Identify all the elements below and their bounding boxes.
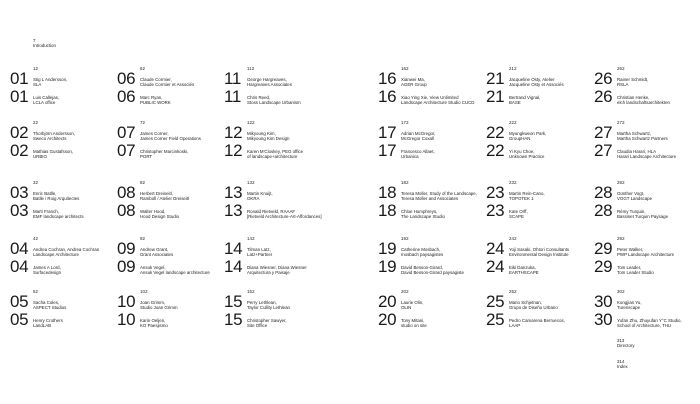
- contributor-text: [509, 247, 569, 257]
- chapter-page-number: 92: [140, 236, 146, 241]
- contributor-name: George Hargreaves,: [247, 77, 287, 82]
- chapter-number: 18: [378, 201, 397, 220]
- contributor-practice: Hood Design Studio: [140, 214, 180, 220]
- contributor-name: Stig L Andersson,: [33, 77, 68, 82]
- chapter-number: 25: [486, 292, 505, 311]
- chapter-page-number: 232: [509, 180, 517, 185]
- contributor-name: Yufan Zhu, Zhuyufan Y°C Studio,: [617, 318, 682, 323]
- contributor-name: Claudia Harari, HLA: [617, 149, 657, 154]
- contributor-text: [401, 131, 435, 141]
- chapter-page-number: 122: [247, 120, 255, 125]
- contributor-practice: GroupHAN: [509, 136, 531, 142]
- contributor-text: [140, 77, 194, 87]
- contributor-text: [247, 95, 301, 105]
- contributor-text: [401, 191, 477, 201]
- index-entry: [617, 359, 628, 369]
- contributor-practice: James Corner Field Operations: [140, 136, 202, 142]
- chapter-number: 20: [378, 310, 397, 329]
- contributor-name: Eiki Danzuka,: [509, 265, 536, 270]
- chapter-page-number: 262: [617, 66, 625, 71]
- intro-page-number: 7: [33, 38, 36, 43]
- chapter-number: 16: [378, 87, 397, 106]
- chapter-number: 19: [378, 239, 397, 258]
- chapter-number: 15: [224, 310, 243, 329]
- contributor-name: Catherine Mosbach,: [401, 247, 441, 252]
- contributor-name: Jacqueline Osty, Atelier: [509, 77, 555, 82]
- directory-entry: [617, 338, 635, 348]
- contributor-name: Henry Crothers: [33, 318, 63, 323]
- contributor-text: [401, 318, 427, 328]
- chapter-number: 07: [117, 141, 136, 160]
- contributor-text: [509, 209, 528, 219]
- contributor-practice: Hargreaves Associates: [247, 82, 292, 88]
- contributor-name: Enric Batlle,: [33, 191, 57, 196]
- contributor-text: [247, 247, 272, 257]
- contributor-text: [140, 300, 178, 310]
- contributor-name: Marc Ryan,: [140, 95, 163, 100]
- contributor-practice: Bassinet Turquin Paysage: [617, 214, 669, 220]
- contributor-practice: LandLAB: [33, 323, 52, 329]
- contributor-practice: Stoss Landscape Urbanism: [247, 100, 301, 106]
- contributor-name: Walter Hood,: [140, 209, 166, 214]
- directory-label: Directory: [617, 343, 635, 349]
- contributor-practice: Ramboll / Atelier Dreiseitl: [140, 196, 190, 202]
- contributor-practice: KO Paesjismo: [140, 323, 168, 329]
- contributor-name: Chloe Humphreys,: [401, 209, 438, 214]
- chapter-number: 10: [117, 310, 136, 329]
- contributor-text: [617, 300, 642, 310]
- chapter-page-number: 52: [33, 289, 39, 294]
- chapter-page-number: 302: [617, 289, 625, 294]
- directory-page-number: 313: [617, 338, 625, 343]
- chapter-number: 27: [594, 141, 613, 160]
- contributor-text: [33, 247, 99, 257]
- contributor-text: [401, 209, 445, 219]
- contributor-practice: PORT: [140, 154, 153, 160]
- contributor-text: [247, 300, 290, 310]
- chapter-page-number: 42: [33, 236, 39, 241]
- contributor-text: [617, 318, 682, 328]
- contributor-practice: SCAPE: [509, 214, 524, 220]
- chapter-number: 26: [594, 69, 613, 88]
- contributor-text: [140, 191, 189, 201]
- contributor-practice: Arquitectura y Paisaje: [247, 270, 290, 276]
- contributor-name: Martha Schwartz,: [617, 131, 652, 136]
- contributor-name: Martin Rein-Cano,: [509, 191, 545, 196]
- contributor-practice: Tom Leader Studio: [617, 270, 654, 276]
- chapter-number: 21: [486, 87, 505, 106]
- contributor-text: [617, 95, 670, 105]
- chapter-number: 02: [10, 141, 29, 160]
- chapter-number: 15: [224, 292, 243, 311]
- chapter-number: 27: [594, 123, 613, 142]
- contributor-practice: Ansuk Vegel landscape architecture: [140, 270, 210, 276]
- contributor-practice: Unknown Practice: [509, 154, 545, 160]
- contributor-practice: Urbanica: [401, 154, 419, 160]
- contributor-name: Sacha Coles,: [33, 300, 60, 305]
- contributor-text: [617, 149, 676, 159]
- contributor-name: Mario Schjetnan,: [509, 300, 542, 305]
- contributor-name: Laurie Olin,: [401, 300, 424, 305]
- chapter-number: 09: [117, 257, 136, 276]
- contributor-practice: David Besson-Girard paysagiste: [401, 270, 464, 276]
- chapter-page-number: 242: [509, 236, 517, 241]
- contributor-name: Rémy Turquin,: [617, 209, 646, 214]
- contributor-text: [140, 318, 168, 328]
- contributor-practice: VOGT Landscape: [617, 196, 653, 202]
- contributor-practice: EARTHSCAPE: [509, 270, 539, 276]
- chapter-number: 01: [10, 87, 29, 106]
- contributor-name: Adrian McGregor,: [401, 131, 436, 136]
- contributor-practice: OKRA: [247, 196, 260, 202]
- contributor-text: [140, 265, 210, 275]
- contributor-practice: URBIO: [33, 154, 47, 160]
- contributor-practice: mosbach paysagistes: [401, 252, 444, 258]
- contributor-practice: EMF landscape architects: [33, 214, 84, 220]
- contributor-name: Ansuk Vegel,: [140, 265, 166, 270]
- chapter-page-number: 102: [140, 289, 148, 294]
- contributor-practice: Site Office: [247, 323, 268, 329]
- contributor-text: [617, 191, 652, 201]
- chapter-number: 05: [10, 310, 29, 329]
- contributor-practice: Grupo de Diseño Urbano: [509, 305, 558, 311]
- chapter-number: 17: [378, 141, 397, 160]
- contributor-name: Karen M'Closkey, PEG office: [247, 149, 304, 154]
- contributor-name: Rainer Schmidt,: [617, 77, 649, 82]
- contributor-text: [509, 131, 546, 141]
- contributor-text: [247, 318, 287, 328]
- chapter-number: 08: [117, 201, 136, 220]
- chapter-number: 21: [486, 69, 505, 88]
- contributor-practice: TOPOTEK 1: [509, 196, 534, 202]
- contributor-practice: Batlle i Roig Arquitectes: [33, 196, 80, 202]
- contributor-name: Francesco Allaet,: [401, 149, 435, 154]
- contributor-text: [509, 77, 564, 87]
- contributor-text: [617, 265, 654, 275]
- chapter-page-number: 222: [509, 120, 517, 125]
- contributor-practice: Studio Joan Grimm: [140, 305, 178, 311]
- chapter-number: 19: [378, 257, 397, 276]
- contributor-practice: Turenscape: [617, 305, 641, 311]
- chapter-page-number: 282: [617, 180, 625, 185]
- contributor-name: Xianwei Ma,: [401, 77, 425, 82]
- contributor-text: [33, 300, 66, 310]
- chapter-number: 11: [224, 87, 242, 106]
- contributor-text: [140, 209, 179, 219]
- chapter-number: 07: [117, 123, 136, 142]
- contributor-practice: Surfacedesign: [33, 270, 62, 276]
- contributor-name: Kongjian Yu,: [617, 300, 642, 305]
- contributor-name: Martin Knuijt,: [247, 191, 273, 196]
- contributor-text: [247, 77, 292, 87]
- chapter-number: 14: [224, 257, 243, 276]
- contributor-practice: Latz+Partner: [247, 252, 273, 258]
- contributor-text: [33, 318, 63, 328]
- contributor-name: Peter Walker,: [617, 247, 644, 252]
- chapter-number: 04: [10, 257, 29, 276]
- contributor-name: Perry Lethlean,: [247, 300, 277, 305]
- contributor-text: [617, 247, 674, 257]
- contributor-name: Andrew Grant,: [140, 247, 169, 252]
- contributor-name: Christopher Marcinkoski,: [140, 149, 189, 154]
- contributor-text: [247, 149, 303, 159]
- contributor-name: Marti Franch,: [33, 209, 59, 214]
- contributor-text: [509, 265, 539, 275]
- contributor-practice: [Rietveld Architecture-Art-Affordances]: [247, 214, 322, 220]
- chapter-number: 17: [378, 123, 397, 142]
- contributor-text: [401, 149, 435, 159]
- chapter-page-number: 202: [401, 289, 409, 294]
- contributor-name: Chris Reed,: [247, 95, 271, 100]
- contributor-text: [140, 95, 171, 105]
- chapter-number: 12: [224, 123, 243, 142]
- contributor-practice: Harari Landscape Architecture: [617, 154, 677, 160]
- contributor-text: [140, 131, 201, 141]
- contributor-text: [509, 191, 545, 201]
- chapter-page-number: 252: [509, 289, 517, 294]
- contributor-practice: PWP Landscape Architecture: [617, 252, 675, 258]
- contributor-name: Tilman Latz,: [247, 247, 271, 252]
- contributor-name: Diana Wiesner, Diana Wiesner: [247, 265, 307, 270]
- intro-entry: [33, 38, 56, 48]
- contributor-practice: McGregor Coxall: [401, 136, 434, 142]
- contributor-name: Günther Vogt,: [617, 191, 645, 196]
- chapter-number: 23: [486, 183, 505, 202]
- chapter-number: 22: [486, 141, 505, 160]
- contributor-text: [33, 77, 67, 87]
- chapter-number: 18: [378, 183, 397, 202]
- contributor-name: Teresa Moller, Study of the Landscape,: [401, 191, 477, 196]
- contributor-text: [617, 209, 668, 219]
- contributor-practice: School of Architecture, THU: [617, 323, 672, 329]
- chapter-page-number: 82: [140, 180, 146, 185]
- contributor-text: [33, 191, 79, 201]
- contributor-text: [617, 77, 648, 87]
- contributor-text: [247, 191, 273, 201]
- contributor-practice: LCLA office: [33, 100, 56, 106]
- contributor-text: [401, 77, 427, 87]
- contributor-name: Bertrand Vignal,: [509, 95, 541, 100]
- contributor-name: Tony Mitani,: [401, 318, 425, 323]
- index-label: Index: [617, 364, 628, 370]
- chapter-number: 13: [224, 183, 243, 202]
- contributor-text: [617, 131, 668, 141]
- contributor-name: Andrea Cochran, Andrea Cochran: [33, 247, 100, 252]
- contributor-name: Christopher Sawyer,: [247, 318, 287, 323]
- contributor-name: David Besson-Girard,: [401, 265, 443, 270]
- contributor-practice: Landscape Architecture Studio CUCD: [401, 100, 475, 106]
- contributor-text: [33, 265, 61, 275]
- chapter-page-number: 142: [247, 236, 255, 241]
- contributor-practice: LAAP: [509, 323, 521, 329]
- contributor-name: Herbert Dreiseitl,: [140, 191, 173, 196]
- chapter-number: 08: [117, 183, 136, 202]
- contributor-name: Thorbjörn Andersson,: [33, 131, 75, 136]
- contributor-practice: Grant Associates: [140, 252, 174, 258]
- chapter-number: 01: [10, 69, 29, 88]
- chapter-number: 04: [10, 239, 29, 258]
- chapter-page-number: 192: [401, 236, 409, 241]
- contributor-practice: The Landscape Studio: [401, 214, 445, 220]
- contributor-practice: elch landschaftsarchitekten: [617, 100, 670, 106]
- contributor-practice: PUBLIC WORK: [140, 100, 171, 106]
- chapter-number: 16: [378, 69, 397, 88]
- contributor-practice: Sweco Architects: [33, 136, 67, 142]
- contributor-practice: Environmental Design Institute: [509, 252, 569, 258]
- chapter-number: 11: [224, 69, 242, 88]
- chapter-page-number: 152: [247, 289, 255, 294]
- contributor-text: [140, 247, 173, 257]
- contributor-name: James A Lord,: [33, 265, 61, 270]
- chapter-number: 10: [117, 292, 136, 311]
- contributor-text: [247, 265, 307, 275]
- chapter-page-number: 182: [401, 180, 409, 185]
- contributor-practice: studio on site: [401, 323, 427, 329]
- chapter-number: 29: [594, 239, 613, 258]
- contributor-practice: of landscape+architecture: [247, 154, 298, 160]
- chapter-number: 09: [117, 239, 136, 258]
- contributor-text: [509, 300, 558, 310]
- contributor-name: Kate Orff,: [509, 209, 528, 214]
- contributor-name: Ronald Rietveld, RAAAF: [247, 209, 296, 214]
- contributor-name: Xiao Ying Xie, View Unlimited: [401, 95, 459, 100]
- contributor-name: Mikyoung Kim,: [247, 131, 276, 136]
- contributor-text: [401, 265, 464, 275]
- contributor-text: [247, 131, 289, 141]
- chapter-number: 26: [594, 87, 613, 106]
- contributor-text: [33, 209, 84, 219]
- contributor-practice: RSLA: [617, 82, 629, 88]
- contributor-text: [401, 95, 474, 105]
- contributor-name: Claude Cormier,: [140, 77, 172, 82]
- chapter-number: 03: [10, 201, 29, 220]
- chapter-number: 28: [594, 201, 613, 220]
- chapter-page-number: 292: [617, 236, 625, 241]
- chapter-number: 03: [10, 183, 29, 202]
- chapter-page-number: 112: [247, 66, 255, 71]
- chapter-page-number: 22: [33, 120, 39, 125]
- contributor-practice: BASE: [509, 100, 521, 106]
- contributor-practice: Landscape Architecture: [33, 252, 79, 258]
- chapter-number: 28: [594, 183, 613, 202]
- contributor-practice: Jacqueline Osty et Associés: [509, 82, 564, 88]
- contributor-text: [509, 318, 565, 328]
- contributor-text: [401, 300, 423, 310]
- intro-label: Introduction: [33, 43, 56, 49]
- chapter-number: 24: [486, 239, 505, 258]
- contributor-practice: OLIN: [401, 305, 412, 311]
- contributor-name: Tom Leader,: [617, 265, 642, 270]
- contributor-practice: Martha Schwartz Partners: [617, 136, 668, 142]
- contributor-name: Myungkweon Park,: [509, 131, 547, 136]
- contributor-name: Luis Callejas,: [33, 95, 60, 100]
- chapter-number: 23: [486, 201, 505, 220]
- contributor-practice: Teresa Moller and Associates: [401, 196, 459, 202]
- contributor-practice: SLA: [33, 82, 42, 88]
- chapter-number: 22: [486, 123, 505, 142]
- chapter-number: 06: [117, 69, 136, 88]
- chapter-page-number: 172: [401, 120, 409, 125]
- contributor-text: [401, 247, 443, 257]
- chapter-page-number: 32: [33, 180, 39, 185]
- chapter-page-number: 212: [509, 66, 517, 71]
- contributor-text: [33, 131, 75, 141]
- contributor-name: Yoji Sasaki, Ohtori Consultants: [509, 247, 570, 252]
- chapter-number: 05: [10, 292, 29, 311]
- chapter-number: 25: [486, 310, 505, 329]
- chapter-number: 12: [224, 141, 243, 160]
- contributor-text: [33, 149, 73, 159]
- contributor-name: Yi Kyu Choe,: [509, 149, 535, 154]
- chapter-page-number: 62: [140, 66, 146, 71]
- contributor-text: [509, 149, 544, 159]
- contributor-name: Christian Henke,: [617, 95, 650, 100]
- contributor-practice: Claude Cormier et Associés: [140, 82, 195, 88]
- contributor-practice: Mikyoung Kim Design: [247, 136, 290, 142]
- chapter-number: 14: [224, 239, 243, 258]
- chapter-number: 13: [224, 201, 243, 220]
- contributor-name: Karin Oeljen,: [140, 318, 166, 323]
- contributor-name: Pedro Camarena Berruecos,: [509, 318, 565, 323]
- chapter-page-number: 12: [33, 66, 39, 71]
- chapter-number: 24: [486, 257, 505, 276]
- index-page-number: 314: [617, 359, 625, 364]
- chapter-number: 30: [594, 310, 613, 329]
- contributor-text: [509, 95, 540, 105]
- contributor-practice: ASPECT Studios: [33, 305, 67, 311]
- contributor-practice: Taylor Cullity Lethlean: [247, 305, 290, 311]
- chapter-number: 06: [117, 87, 136, 106]
- chapter-number: 02: [10, 123, 29, 142]
- chapter-page-number: 132: [247, 180, 255, 185]
- chapter-number: 20: [378, 292, 397, 311]
- contributor-name: Mathias Gustafsson,: [33, 149, 74, 154]
- chapter-number: 30: [594, 292, 613, 311]
- contributor-text: [33, 95, 59, 105]
- contributor-text: [247, 209, 322, 219]
- chapter-page-number: 272: [617, 120, 625, 125]
- chapter-page-number: 72: [140, 120, 146, 125]
- contributor-name: James Corner,: [140, 131, 169, 136]
- contributor-text: [140, 149, 188, 159]
- chapter-number: 29: [594, 257, 613, 276]
- chapter-page-number: 162: [401, 66, 409, 71]
- contributor-practice: AGER Group: [401, 82, 427, 88]
- contributor-name: Joan Grimm,: [140, 300, 166, 305]
